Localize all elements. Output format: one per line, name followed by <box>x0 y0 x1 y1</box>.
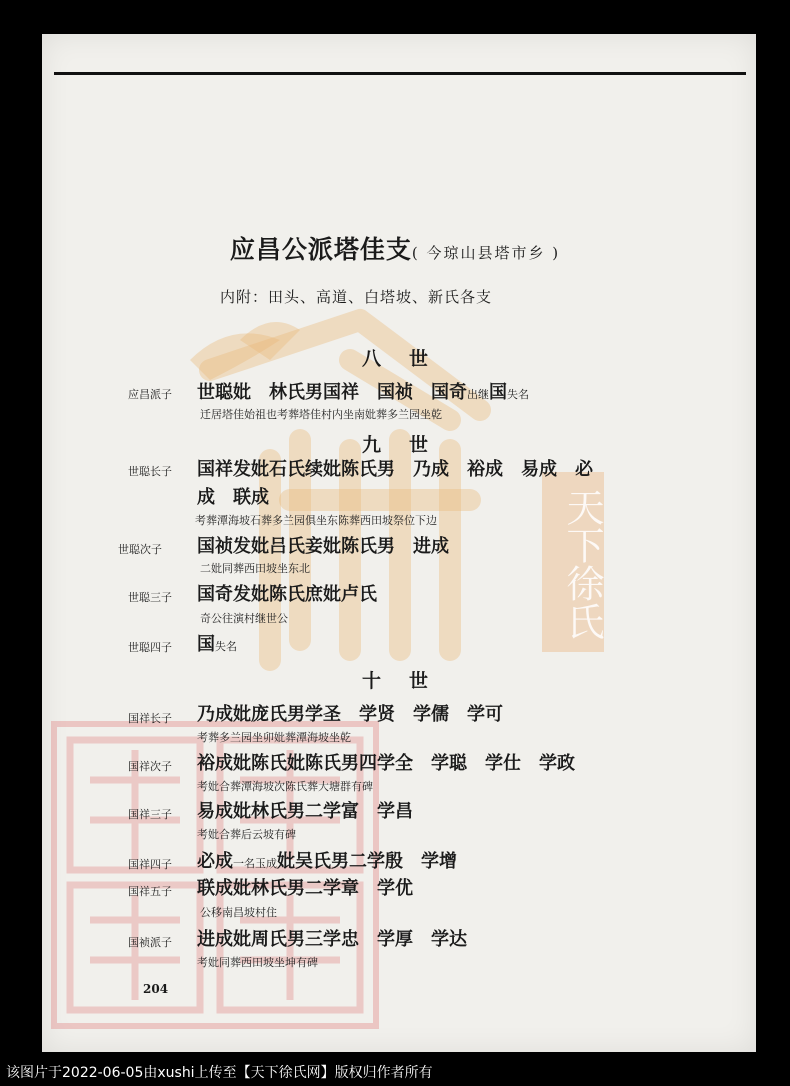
page-number: 204 <box>143 982 169 996</box>
entry-main: 国祯发妣吕氏妾妣陈氏男 进成 <box>197 536 449 557</box>
entry-note: 奇公往演村继世公 <box>200 612 288 625</box>
entry-label: 世聪三子 <box>128 591 172 604</box>
entry-main: 国失名 <box>197 634 237 655</box>
entry-note: 公移南昌坡村住 <box>200 906 277 919</box>
entry-label: 国祥次子 <box>128 760 172 773</box>
entry-label: 国祥三子 <box>128 808 172 821</box>
entry-main: 世聪妣 林氏男国祥 国祯 国奇出继国失名 <box>197 382 529 403</box>
generation-heading: 八世 <box>361 348 456 370</box>
top-rule <box>54 72 746 75</box>
entry-label: 国祥长子 <box>128 712 172 725</box>
entry-label: 世聪次子 <box>118 543 162 556</box>
title-main: 应昌公派塔佳支 <box>229 235 412 264</box>
entry-note: 考妣合葬潭海坡次陈氏葬大塘群有碑 <box>197 780 373 793</box>
entry-main-continued: 成 联成 <box>197 487 269 508</box>
entry-note: 二妣同葬西田坡坐东北 <box>200 562 310 575</box>
entry-main: 进成妣周氏男三学忠 学厚 学达 <box>197 929 467 950</box>
entry-main: 国奇发妣陈氏庶妣卢氏 <box>197 584 377 605</box>
generation-heading: 九世 <box>361 434 456 456</box>
entry-note: 迁居塔佳始祖也考葬塔佳村内坐南妣葬多兰园坐乾 <box>200 408 442 421</box>
entry-note: 考葬潭海坡石葬多兰园俱坐东陈葬西田坡祭位下边 <box>195 514 437 527</box>
title-sub: ( 今琼山县塔市乡 ) <box>411 244 561 262</box>
entry-label: 国祥五子 <box>128 885 172 898</box>
entry-label: 世聪长子 <box>128 465 172 478</box>
entry-main: 联成妣林氏男二学章 学优 <box>197 878 413 899</box>
entry-main: 裕成妣陈氏妣陈氏男四学全 学聪 学仕 学政 <box>197 753 575 774</box>
copyright-caption: 该图片于2022-06-05由xushi上传至【天下徐氏网】版权归作者所有 <box>6 1065 433 1081</box>
generation-heading: 十世 <box>361 670 456 692</box>
entry-main: 乃成妣庞氏男学圣 学贤 学儒 学可 <box>197 704 503 725</box>
entry-note: 考妣合葬后云坡有碑 <box>197 828 296 841</box>
entry-note: 考葬多兰园坐卯妣葬潭海坡坐乾 <box>197 731 351 744</box>
document-title <box>0 230 790 266</box>
entry-label: 国祯派子 <box>128 936 172 949</box>
entry-label: 应昌派子 <box>128 388 172 401</box>
entry-note: 考妣同葬西田坡坐坤有碑 <box>197 956 318 969</box>
annex-line: 内附：田头、高道、白塔坡、新氏各支 <box>220 288 493 306</box>
entry-main: 易成妣林氏男二学富 学昌 <box>197 801 413 822</box>
entry-main: 必成一名玉成妣吴氏男二学殷 学增 <box>197 851 457 872</box>
entry-label: 国祥四子 <box>128 858 172 871</box>
entry-main: 国祥发妣石氏续妣陈氏男 乃成 裕成 易成 必 <box>197 459 593 480</box>
entry-label: 世聪四子 <box>128 641 172 654</box>
watermark-badge: 天下徐氏 <box>542 472 604 652</box>
